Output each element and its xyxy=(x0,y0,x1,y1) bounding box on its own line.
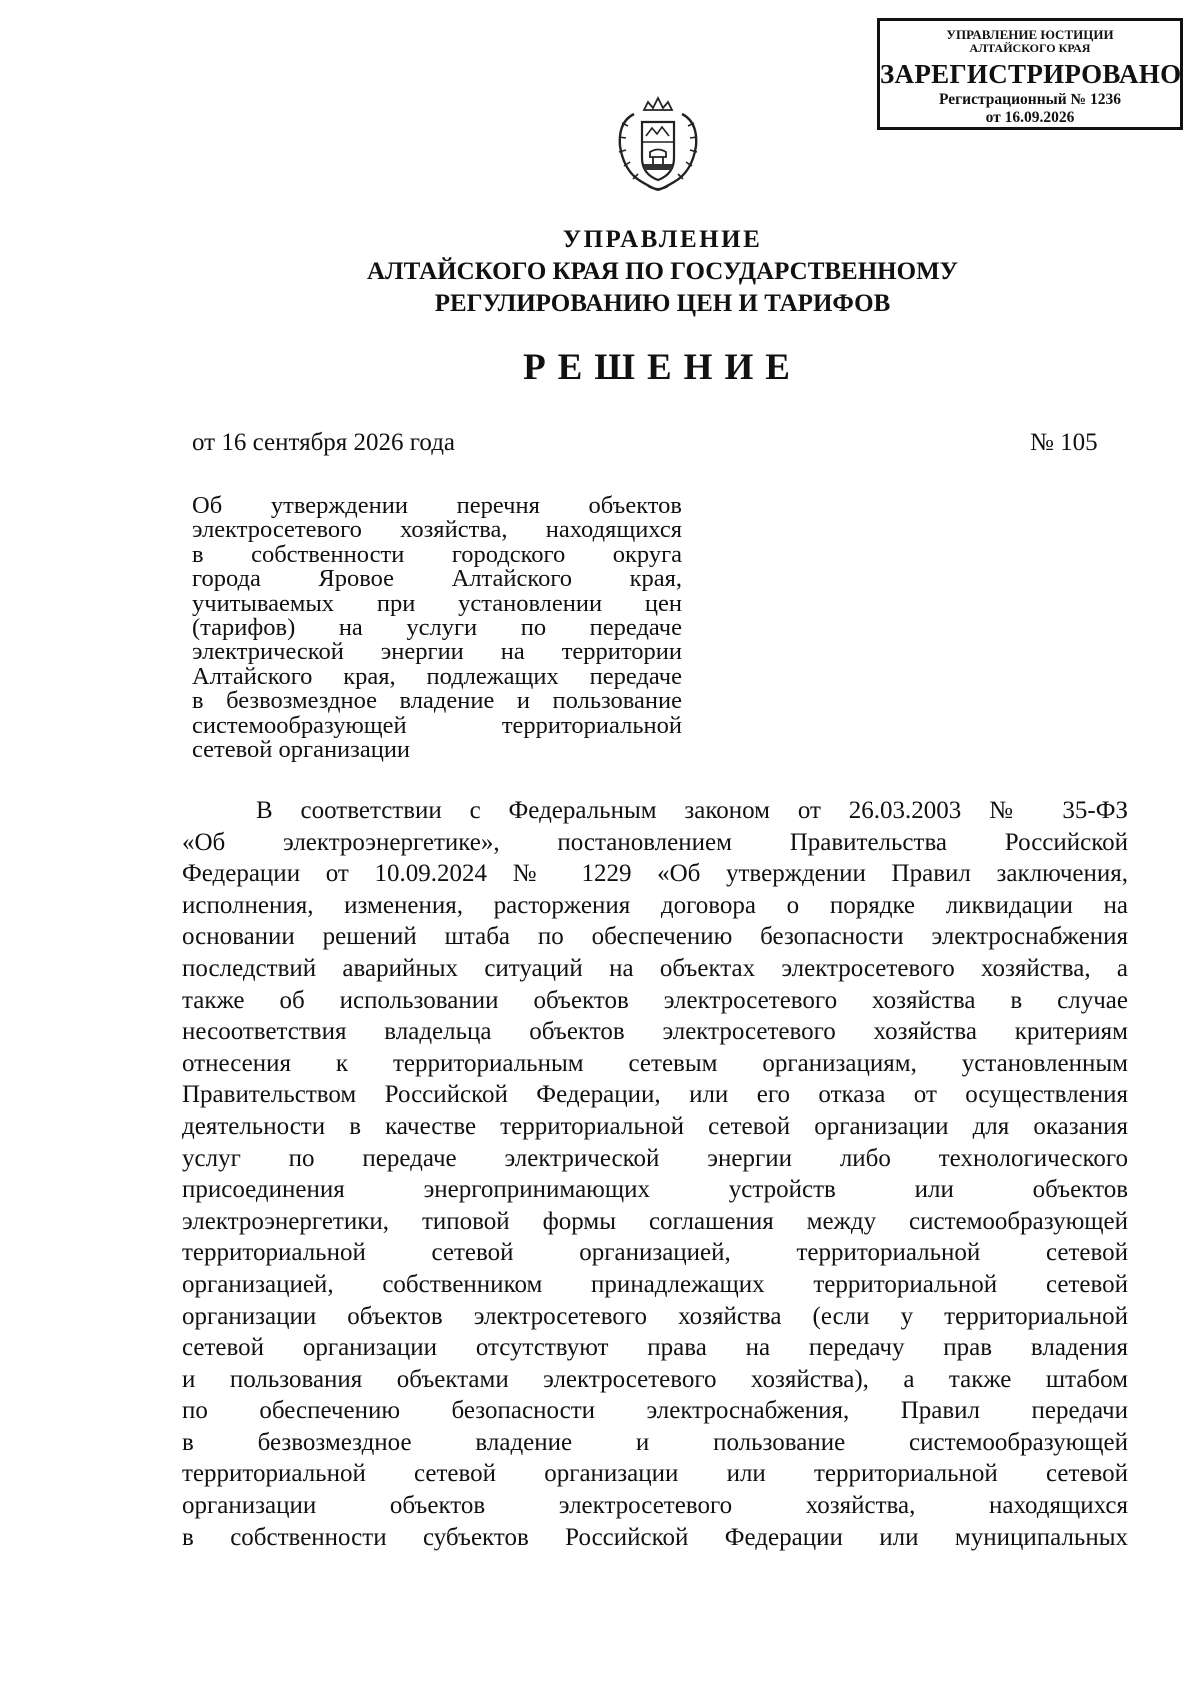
body-line: электроэнергетики, типовой формы соглашения между системообразующей xyxy=(182,1207,1128,1235)
body-line: и пользования объектами электросетевого хозяйства), а также штабом xyxy=(182,1365,1128,1393)
body-line: исполнения, изменения, расторжения договора о порядке ликвидации на xyxy=(182,891,1128,919)
body-line: по обеспечению безопасности электроснабжения, Правил передачи xyxy=(182,1397,1128,1425)
subject-line: в собственности городского округа xyxy=(192,540,682,568)
subject-line: системообразующей территориальной xyxy=(192,711,682,739)
stamp-authority-line2: АЛТАЙСКОГО КРАЯ xyxy=(969,41,1091,55)
subject-line: электросетевого хозяйства, находящихся xyxy=(192,516,682,544)
body-line: сетевой организации отсутствуют права на передачу прав владения xyxy=(182,1334,1128,1362)
organization-line2: АЛТАЙСКОГО КРАЯ ПО ГОСУДАРСТВЕННОМУ xyxy=(366,258,959,285)
body-line: организации объектов электросетевого хозяйства (если у территориальной xyxy=(182,1302,1128,1330)
document-number: № 105 xyxy=(1030,429,1098,456)
stamp-reg-number: Регистрационный № 1236 xyxy=(939,91,1121,108)
body-line: территориальной сетевой организацией, территориальной сетевой xyxy=(182,1239,1128,1267)
body-line: присоединения энергопринимающих устройств или объектов xyxy=(182,1176,1128,1204)
body-line: последствий аварийных ситуаций на объектах электросетевого хозяйства, а xyxy=(182,954,1128,982)
organization-line1: УПРАВЛЕНИЕ xyxy=(562,226,763,253)
issuing-organization xyxy=(250,224,1075,320)
body-line: также об использовании объектов электросетевого хозяйства в случае xyxy=(182,986,1128,1014)
body-line: основании решений штаба по обеспечению безопасности электроснабжения xyxy=(182,923,1128,951)
subject-line: Об утверждении перечня объектов xyxy=(192,492,682,519)
body-line: несоответствия владельца объектов электросетевого хозяйства критериям xyxy=(182,1018,1128,1046)
stamp-authority-line1: УПРАВЛЕНИЕ ЮСТИЦИИ xyxy=(946,27,1114,42)
document-body xyxy=(182,795,1128,1553)
body-line: в собственности субъектов Российской Федерации или муниципальных xyxy=(182,1523,1128,1551)
subject-line: учитываемых при установлении цен xyxy=(192,589,682,617)
body-line: отнесения к территориальным сетевым организациям, установленным xyxy=(182,1049,1128,1077)
subject-line: электрической энергии на территории xyxy=(192,638,682,666)
subject-line: в безвозмездное владение и пользование xyxy=(192,687,682,715)
body-line: деятельности в качестве территориальной сетевой организации для оказания xyxy=(182,1112,1128,1140)
body-line: В соответствии с Федеральным законом от 26.03.2003 № 35-ФЗ xyxy=(256,797,1128,824)
body-line: услуг по передаче электрической энергии либо технологического xyxy=(182,1144,1128,1172)
body-line: Федерации от 10.09.2024 № 1229 «Об утверждении Правил заключения, xyxy=(182,860,1128,888)
document-date: от 16 сентября 2026 года xyxy=(192,429,456,456)
subject-line: Алтайского края, подлежащих передаче xyxy=(192,662,682,690)
body-line: «Об электроэнергетике», постановлением Правительства Российской xyxy=(182,828,1128,856)
organization-line3: РЕГУЛИРОВАНИЮ ЦЕН И ТАРИФОВ xyxy=(434,290,891,317)
body-line: Правительством Российской Федерации, или его отказа от осуществления xyxy=(182,1081,1128,1109)
body-line: в безвозмездное владение и пользование системообразующей xyxy=(182,1428,1128,1456)
subject-line: (тарифов) на услуги по передаче xyxy=(192,614,682,642)
body-line: организации объектов электросетевого хозяйства, находящихся xyxy=(182,1492,1128,1520)
stamp-status: ЗАРЕГИСТРИРОВАНО xyxy=(880,59,1182,89)
document-subject xyxy=(192,494,682,762)
body-line: организацией, собственником принадлежащих территориальной сетевой xyxy=(182,1270,1128,1298)
stamp-reg-date: от 16.09.2026 xyxy=(985,109,1075,126)
document-type-title: РЕШЕНИЕ xyxy=(523,347,802,388)
coat-of-arms-icon xyxy=(614,86,702,194)
subject-line: города Яровое Алтайского края, xyxy=(192,565,682,593)
body-line: территориальной сетевой организации или территориальной сетевой xyxy=(182,1460,1128,1488)
registration-stamp xyxy=(877,18,1183,130)
subject-line: сетевой организации xyxy=(192,736,411,764)
